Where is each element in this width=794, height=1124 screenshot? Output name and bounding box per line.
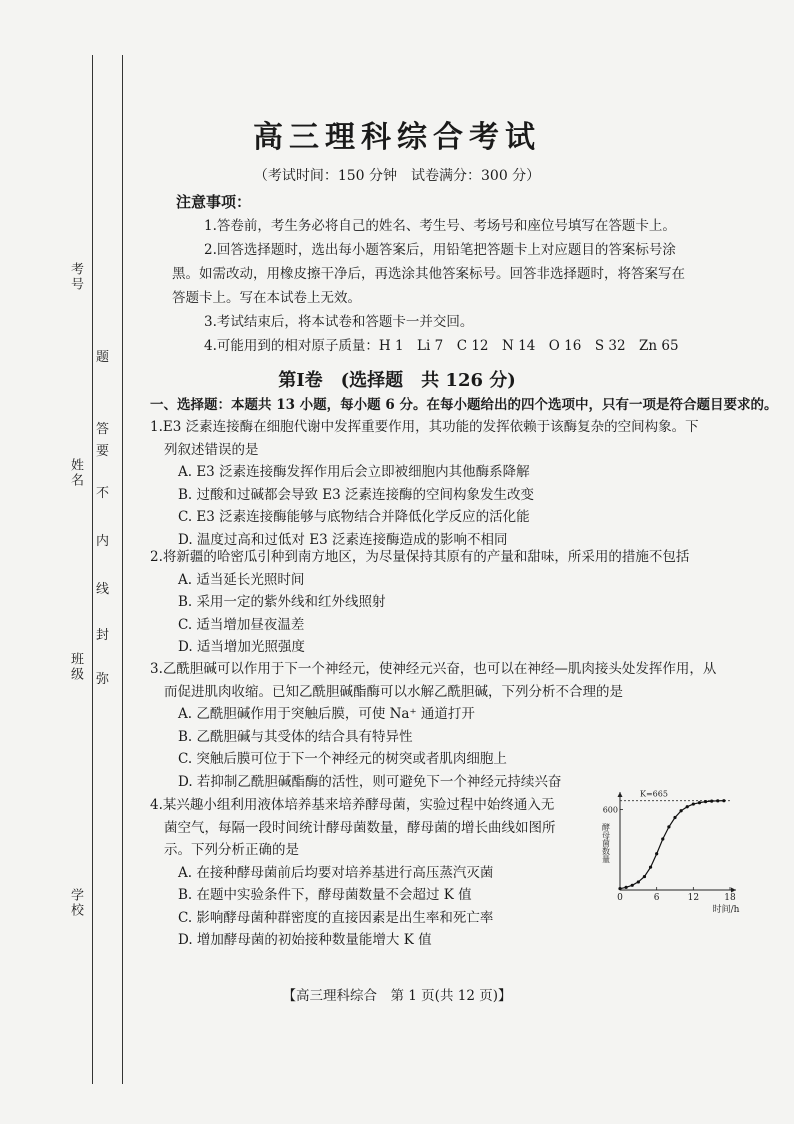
y-axis-label: 酵母菌数量 [601,823,611,863]
section-instruction: 一、选择题：本题共 13 小题，每小题 6 分。在每小题给出的四个选项中，只有一项是符合题目要求的。 [150,397,778,413]
data-point [722,799,725,802]
seal-char: 线 [96,582,110,597]
notice-item-4: 4.可能用到的相对原子质量：H 1 Li 7 C 12 N 14 O 16 S 32 Zn 65 [204,338,679,354]
data-point [637,880,640,883]
data-point [661,837,664,840]
question-1-option-b: B. 过酸和过碱都会导致 E3 泛素连接酶的空间构象发生改变 [178,486,535,503]
data-point [710,800,713,803]
data-point [680,809,683,812]
notice-item-2-cont: 答题卡上。写在本试卷上无效。 [172,290,361,306]
notice-item-1: 1.答卷前，考生务必将自己的姓名、考生号、考场号和座位号填写在答题卡上。 [204,218,676,234]
question-4-option-b: B. 在题中实验条件下，酵母菌数量不会超过 K 值 [178,887,472,903]
seal-char: 不 [96,486,110,501]
school-label: 学校 [68,888,83,918]
notice-item-2-cont: 黑。如需改动，用橡皮擦干净后，再选涂其他答案标号。回答非选择题时，将答案写在 [172,266,685,282]
question-3-stem-cont: 而促进肌肉收缩。已知乙酰胆碱酯酶可以水解乙酰胆碱，下列分析不合理的是 [164,683,623,700]
class-label: 班级 [68,652,83,682]
data-point [655,852,658,855]
binding-line-inner [122,55,123,1084]
y-axis-arrow [618,792,623,797]
question-3-option-c: C. 突触后膜可位于下一个神经元的树突或者肌肉细胞上 [178,751,507,767]
y-tick-label: 600 [602,805,618,815]
binding-line-outer [92,55,93,1084]
notice-heading: 注意事项： [176,193,252,211]
x-tick-label: 0 [617,893,623,903]
data-point [625,886,628,889]
seal-char: 要 [96,444,110,459]
question-2-stem: 2.将新疆的哈密瓜引种到南方地区，为尽量保持其原有的产量和甜味，所采用的措施不包括 [150,549,690,565]
question-3-option-b: B. 乙酰胆碱与其受体的结合具有特异性 [178,728,413,745]
question-1-stem-cont: 列叙述错误的是 [164,441,259,458]
question-1-option-c: C. E3 泛素连接酶能够与底物结合并降低化学反应的活化能 [178,509,530,525]
question-2-option-d: D. 适当增加光照强度 [178,639,305,655]
question-1-option-a: A. E3 泛素连接酶发挥作用后会立即被细胞内其他酶系降解 [178,464,530,480]
seal-char: 答 [96,422,110,437]
exam-title: 高三理科综合考试 [253,120,541,155]
question-2-option-c: C. 适当增加昼夜温差 [178,616,305,633]
question-1-option-d: D. 温度过高和过低对 E3 泛素连接酶造成的影响不相同 [178,531,508,548]
question-4-option-a: A. 在接种酵母菌前后均要对培养基进行高压蒸汽灭菌 [178,864,494,881]
seal-char: 弥 [96,672,110,687]
question-4-option-c: C. 影响酵母菌种群密度的直接因素是出生率和死亡率 [178,909,494,926]
data-point [716,799,719,802]
data-point [704,800,707,803]
x-axis-arrow [731,888,736,893]
question-4-stem-cont: 菌空气，每隔一段时间统计酵母菌数量，酵母菌的增长曲线如图所 [164,819,556,836]
question-2-option-b: B. 采用一定的紫外线和红外线照射 [178,594,386,610]
seal-char: 封 [96,628,110,643]
k-value-annotation: K=665 [640,789,668,799]
section-title: 第Ⅰ卷 (选择题 共 126 分) [278,370,516,391]
question-3-option-a: A. 乙酰胆碱作用于突触后膜，可使 Na⁺ 通道打开 [178,706,475,722]
notice-item-2: 2.回答选择题时，选出每小题答案后，用铅笔把答题卡上对应题目的答案标号涂 [204,242,676,258]
data-point [667,825,670,828]
question-3-stem: 3.乙酰胆碱可以作用于下一个神经元，使神经元兴奋，也可以在神经—肌肉接头处发挥作用，从 [150,661,717,677]
seal-char: 内 [96,534,110,549]
question-1-stem: 1.E3 泛素连接酶在细胞代谢中发挥重要作用，其功能的发挥依赖于该酶复杂的空间构象。下 [150,419,699,435]
x-axis-label: 时间/h [712,905,740,915]
x-tick-label: 12 [687,893,700,903]
question-4-option-d: D. 增加酵母菌的初始接种数量能增大 K 值 [178,932,432,948]
data-point [643,875,646,878]
exam-number-label: 考号 [68,262,83,292]
growth-curve [620,801,724,889]
x-tick-label: 6 [653,893,660,903]
notice-block [172,190,732,358]
question-2-option-a: A. 适当延长光照时间 [178,571,305,588]
question-1 [150,416,740,551]
question-4 [150,794,610,952]
notice-item-3: 3.考试结束后，将本试卷和答题卡一并交回。 [204,314,474,330]
page-footer: 【高三理科综合 第 1 页(共 12 页)】 [282,988,512,1004]
data-point [631,884,634,887]
seal-char: 题 [96,350,110,365]
data-point [686,805,689,808]
data-point [649,866,652,869]
question-4-stem: 4.某兴趣小组利用液体培养基来培养酵母菌，实验过程中始终通入无 [150,797,555,813]
question-2 [150,546,740,659]
question-3 [150,658,740,793]
data-point [692,802,695,805]
question-4-stem-cont: 示。下列分析正确的是 [164,842,299,858]
yeast-growth-chart [598,786,748,916]
data-point [673,816,676,819]
data-point [698,801,701,804]
data-point [618,887,621,890]
x-tick-label: 18 [724,893,736,903]
exam-subtitle: （考试时间：150 分钟 试卷满分：300 分） [253,168,541,184]
question-3-option-d: D. 若抑制乙酰胆碱酯酶的活性，则可避免下一个神经元持续兴奋 [178,773,562,790]
name-label: 姓名 [68,458,83,488]
